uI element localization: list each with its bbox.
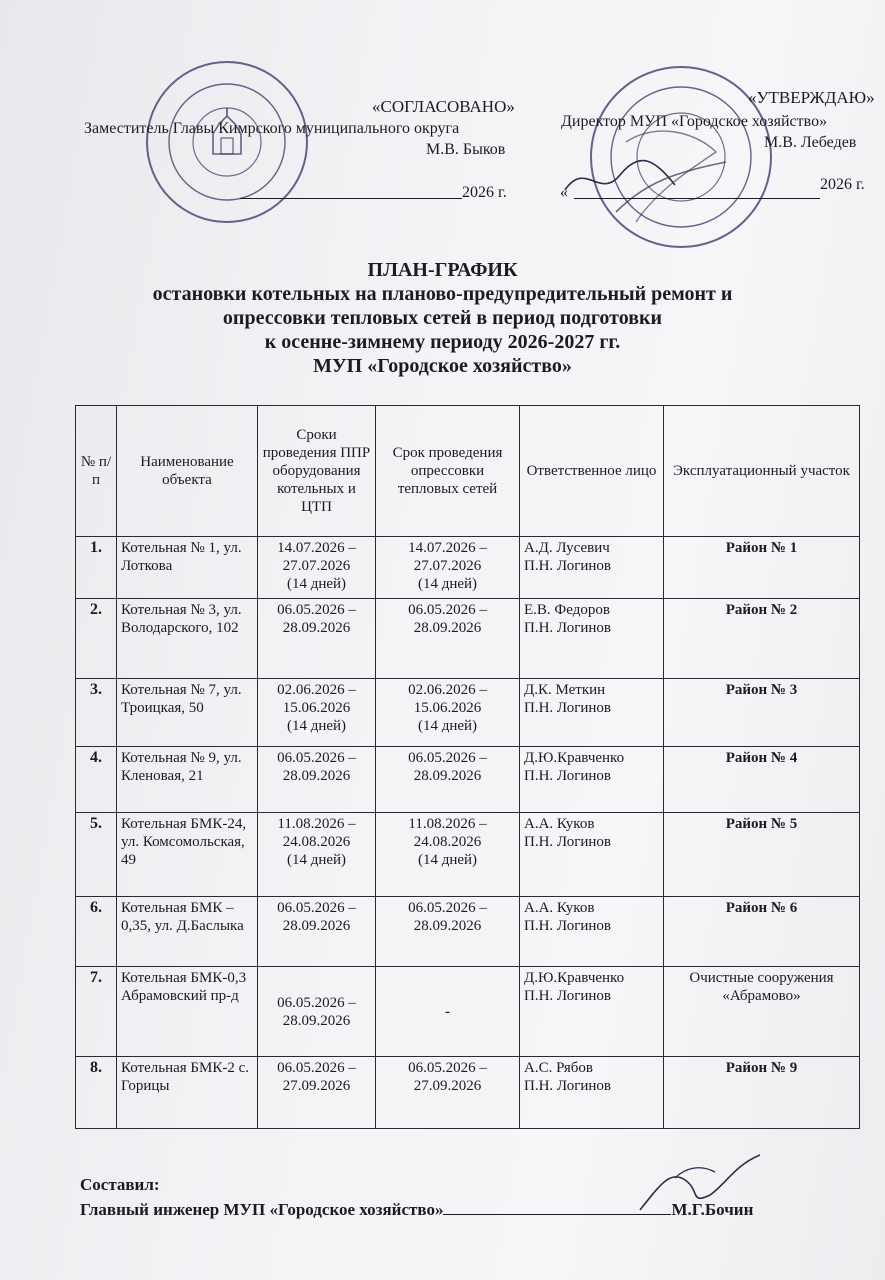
- document-title: [0, 258, 885, 378]
- row-pressure: [376, 747, 520, 813]
- person-2: П.Н. Логинов: [524, 918, 612, 934]
- person-1: Д.Ю.Кравченко: [524, 970, 625, 986]
- approved-left-name: М.В. Быков: [426, 141, 506, 158]
- director-signature: [560, 150, 680, 210]
- row-object: Котельная БМК – 0,35, ул. Д.Баслыка: [117, 897, 258, 967]
- row-area: Район № 3: [664, 679, 860, 747]
- approved-right-heading: «УТВЕРЖДАЮ»: [748, 88, 875, 107]
- row-responsible: [520, 897, 664, 967]
- pressure-dates: 02.06.2026 – 15.06.2026: [408, 682, 487, 716]
- row-ppr: [258, 813, 376, 897]
- row-area: Район № 1: [664, 537, 860, 599]
- approved-right-name: М.В. Лебедев: [764, 134, 857, 151]
- row-area: Очистные сооружения «Абрамово»: [664, 967, 860, 1057]
- row-responsible: [520, 537, 664, 599]
- header-pressure: Срок проведения опрессовки тепловых сетей: [376, 406, 520, 537]
- person-2: П.Н. Логинов: [524, 768, 612, 784]
- approved-right-position: Директор МУП «Городское хозяйство»: [561, 113, 828, 130]
- table-row: [76, 679, 860, 747]
- row-responsible: [520, 1057, 664, 1129]
- header-responsible: Ответственное лицо: [520, 406, 664, 537]
- row-num: 1.: [76, 537, 117, 599]
- row-pressure: [376, 897, 520, 967]
- pressure-dates: 06.05.2026 – 27.09.2026: [408, 1060, 487, 1094]
- person-1: А.А. Куков: [524, 900, 595, 916]
- schedule-table: [75, 405, 860, 1129]
- ppr-dates: 06.05.2026 – 28.09.2026: [277, 750, 356, 784]
- row-object: Котельная БМК-0,3 Абрамовский пр-д: [117, 967, 258, 1057]
- person-1: Д.К. Меткин: [524, 682, 606, 698]
- ppr-note: (14 дней): [286, 576, 347, 592]
- table-header-row: [76, 406, 860, 537]
- table-row: [76, 967, 860, 1057]
- compiler-name: М.Г.Бочин: [671, 1200, 754, 1219]
- table-row: [76, 813, 860, 897]
- title-line-4: к осенне-зимнему периоду 2026-2027 гг.: [264, 331, 621, 353]
- ppr-note: (14 дней): [286, 718, 347, 734]
- row-pressure: [376, 967, 520, 1057]
- table-row: [76, 599, 860, 679]
- table-row: [76, 1057, 860, 1129]
- row-responsible: [520, 679, 664, 747]
- row-num: 7.: [76, 967, 117, 1057]
- row-area: Район № 5: [664, 813, 860, 897]
- row-pressure: [376, 679, 520, 747]
- row-num: 5.: [76, 813, 117, 897]
- ppr-dates: 06.05.2026 – 27.09.2026: [277, 1060, 356, 1094]
- row-pressure: [376, 537, 520, 599]
- ppr-note: (14 дней): [286, 852, 347, 868]
- pressure-dates: -: [445, 1003, 450, 1020]
- row-pressure: [376, 1057, 520, 1129]
- pressure-note: (14 дней): [417, 852, 478, 868]
- row-ppr: [258, 897, 376, 967]
- row-num: 4.: [76, 747, 117, 813]
- row-pressure: [376, 813, 520, 897]
- person-2: П.Н. Логинов: [524, 620, 612, 636]
- header-area: Эксплуатационный участок: [664, 406, 860, 537]
- row-ppr: [258, 747, 376, 813]
- ppr-dates: 11.08.2026 – 24.08.2026: [277, 816, 356, 850]
- row-ppr: [258, 967, 376, 1057]
- ppr-dates: 06.05.2026 – 28.09.2026: [277, 602, 356, 636]
- header-ppr: Сроки проведения ППР оборудования котельных и ЦТП: [258, 406, 376, 537]
- table-row: [76, 897, 860, 967]
- approved-left-date: 2026 г.: [462, 184, 507, 201]
- row-ppr: [258, 1057, 376, 1129]
- row-ppr: [258, 537, 376, 599]
- title-line-2: остановки котельных на планово-предупредительный ремонт и: [152, 283, 733, 305]
- ppr-dates: 14.07.2026 – 27.07.2026: [277, 540, 356, 574]
- row-area: Район № 9: [664, 1057, 860, 1129]
- row-object: Котельная № 1, ул. Лоткова: [117, 537, 258, 599]
- pressure-dates: 06.05.2026 – 28.09.2026: [408, 900, 487, 934]
- row-object: Котельная № 7, ул. Троицкая, 50: [117, 679, 258, 747]
- approved-left-heading: «СОГЛАСОВАНО»: [372, 97, 515, 116]
- ppr-dates: 02.06.2026 – 15.06.2026: [277, 682, 356, 716]
- row-num: 2.: [76, 599, 117, 679]
- row-num: 3.: [76, 679, 117, 747]
- row-object: Котельная БМК-2 с. Горицы: [117, 1057, 258, 1129]
- pressure-dates: 11.08.2026 – 24.08.2026: [408, 816, 487, 850]
- compiler-position: Главный инженер МУП «Городское хозяйство»: [80, 1200, 444, 1219]
- person-2: П.Н. Логинов: [524, 988, 612, 1004]
- row-area: Район № 6: [664, 897, 860, 967]
- header-object: Наименование объекта: [117, 406, 258, 537]
- ppr-dates: 06.05.2026 – 28.09.2026: [277, 900, 356, 934]
- approved-left-position: Заместитель Главы Кимрского муниципального округа: [84, 120, 460, 137]
- left-official-stamp: [143, 58, 311, 226]
- person-1: Е.В. Федоров: [524, 602, 610, 618]
- person-2: П.Н. Логинов: [524, 834, 612, 850]
- row-area: Район № 4: [664, 747, 860, 813]
- person-1: А.А. Куков: [524, 816, 595, 832]
- header-num: № п/п: [76, 406, 117, 537]
- table-row: [76, 747, 860, 813]
- person-2: П.Н. Логинов: [524, 700, 612, 716]
- row-object: Котельная № 3, ул. Володарского, 102: [117, 599, 258, 679]
- title-line-3: опрессовки тепловых сетей в период подготовки: [222, 307, 663, 329]
- pressure-note: (14 дней): [417, 718, 478, 734]
- approved-left-date-line: [240, 198, 462, 199]
- approved-right-date: 2026 г.: [820, 176, 865, 193]
- pressure-note: (14 дней): [417, 576, 478, 592]
- row-responsible: [520, 747, 664, 813]
- person-1: А.С. Рябов: [524, 1060, 593, 1076]
- row-area: Район № 2: [664, 599, 860, 679]
- title-line-5: МУП «Городское хозяйство»: [313, 355, 572, 377]
- pressure-dates: 06.05.2026 – 28.09.2026: [408, 750, 487, 784]
- person-1: А.Д. Лусевич: [524, 540, 610, 556]
- row-pressure: [376, 599, 520, 679]
- row-object: Котельная № 9, ул. Кленовая, 21: [117, 747, 258, 813]
- person-2: П.Н. Логинов: [524, 1078, 612, 1094]
- ppr-dates: 06.05.2026 – 28.09.2026: [277, 994, 356, 1029]
- title-line-1: ПЛАН-ГРАФИК: [367, 259, 518, 281]
- row-num: 6.: [76, 897, 117, 967]
- person-1: Д.Ю.Кравченко: [524, 750, 625, 766]
- pressure-dates: 14.07.2026 – 27.07.2026: [408, 540, 487, 574]
- row-num: 8.: [76, 1057, 117, 1129]
- table-row: [76, 537, 860, 599]
- engineer-signature: [630, 1150, 770, 1220]
- row-object: Котельная БМК-24, ул. Комсомольская, 49: [117, 813, 258, 897]
- left-stamp-graphic: [143, 58, 311, 226]
- approved-right-date-quote: «: [560, 184, 568, 201]
- person-2: П.Н. Логинов: [524, 558, 612, 574]
- row-responsible: [520, 813, 664, 897]
- row-responsible: [520, 967, 664, 1057]
- pressure-dates: 06.05.2026 – 28.09.2026: [408, 602, 487, 636]
- row-ppr: [258, 679, 376, 747]
- compiled-label: Составил:: [80, 1175, 160, 1194]
- row-ppr: [258, 599, 376, 679]
- row-responsible: [520, 599, 664, 679]
